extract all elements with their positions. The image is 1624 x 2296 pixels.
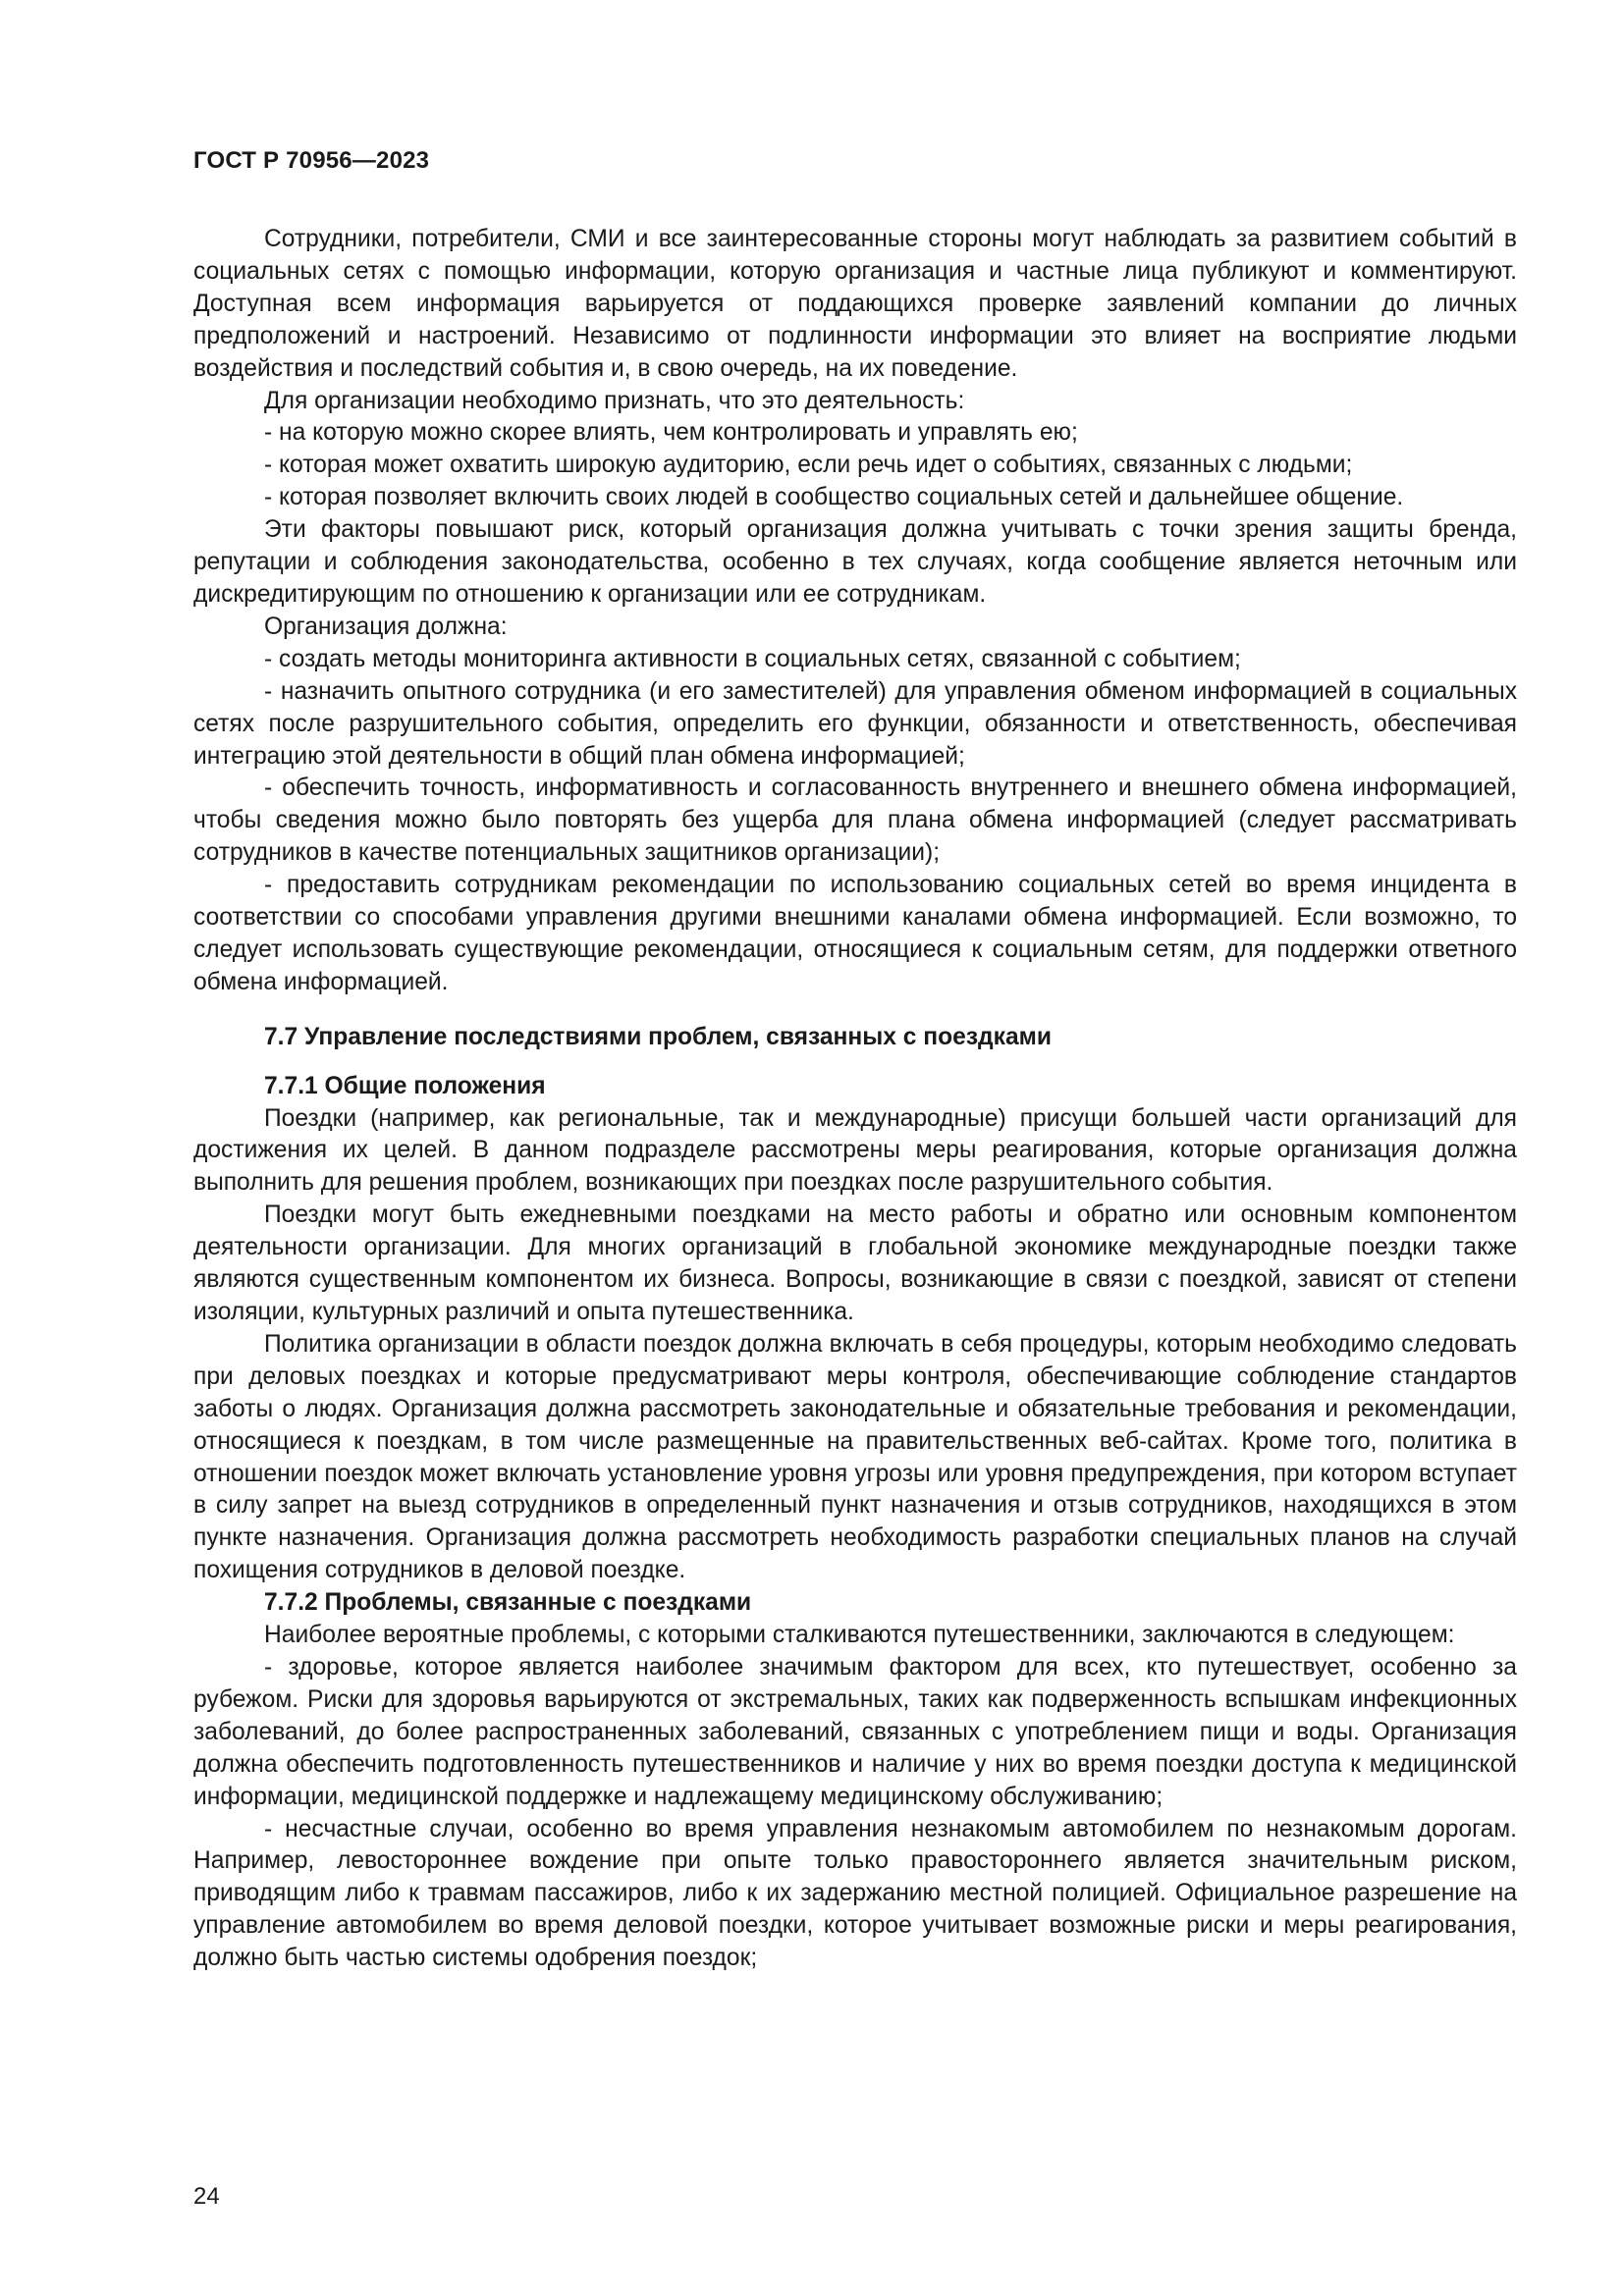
paragraph: Наиболее вероятные проблемы, с которыми сталкиваются путешественники, заключаются в следующем:	[264, 1622, 1455, 1649]
paragraph: Поездки (например, как региональные, так и международные) присущи большей части организаций для достижения их целей. В данном подразделе рассмотрены меры реагирования, которые организация должна выполнить для решения проблем, возникающих при поездках после разрушительного события.	[193, 1104, 1517, 1197]
paragraph: Политика организации в области поездок должна включать в себя процедуры, которым необходимо следовать при деловых поездках и которые предусматривают меры контроля, обеспечивающие соблюдение стандартов заботы о людях. Организация должна рассмотреть законодательные и обязательные требования и рекомендации, относящиеся к поездкам, в том числе размещенные на правительственных веб-сайтах. Кроме того, политика в отношении поездок может включать установление уровня угрозы или уровня предупреждения, при котором вступает в силу запрет на выезд сотрудников в определенный пункт назначения и отзыв сотрудников, находящихся в этом пункте назначения. Организация должна рассмотреть необходимость разработки специальных планов на случай похищения сотрудников в деловой поездке.	[193, 1330, 1517, 1584]
section-heading-7-7: 7.7 Управление последствиями проблем, связанных с поездками	[264, 1023, 1052, 1050]
subsection-heading-7-7-2: 7.7.2 Проблемы, связанные с поездками	[264, 1589, 752, 1617]
paragraph: Для организации необходимо признать, что это деятельность:	[264, 387, 965, 414]
list-item: - на которую можно скорее влиять, чем контролировать и управлять ею;	[264, 419, 1078, 447]
paragraph: Поездки могут быть ежедневными поездками на место работы и обратно или основным компонентом деятельности организации. Для многих организаций в глобальной экономике международные поездки также являются существенным компонентом их бизнеса. Вопросы, возникающие в связи с поездкой, зависят от степени изоляции, культурных различий и опыта путешественника.	[193, 1201, 1517, 1325]
list-item: - назначить опытного сотрудника (и его заместителей) для управления обменом информацией в социальных сетях после разрушительного события, определить его функции, обязанности и ответственность, обеспечивая интеграцию этой деятельности в общий план обмена информацией;	[193, 677, 1517, 770]
list-item: - несчастные случаи, особенно во время управления незнакомым автомобилем по незнакомым дорогам. Например, левостороннее вождение при опыте только правостороннего является значительным риском, приводящим либо к травмам пассажиров, либо к их задержанию местной полицией. Официальное разрешение на управление автомобилем во время деловой поездки, которое учитывает возможные риски и меры реагирования, должно быть частью системы одобрения поездок;	[193, 1815, 1517, 1972]
subsection-heading-7-7-1: 7.7.1 Общие положения	[264, 1072, 546, 1099]
list-item: - создать методы мониторинга активности в социальных сетях, связанной с событием;	[264, 645, 1241, 672]
paragraph: Эти факторы повышают риск, который организация должна учитывать с точки зрения защиты бренда, репутации и соблюдения законодательства, особенно в тех случаях, когда сообщение является неточным или дискредитирующим по отношению к организации или ее сотрудникам.	[193, 516, 1517, 608]
list-item: - обеспечить точность, информативность и согласованность внутреннего и внешнего обмена информацией, чтобы сведения можно было повторять без ущерба для плана обмена информацией (следует рассматривать сотрудников в качестве потенциальных защитников организации);	[193, 774, 1517, 867]
document-code-header: ГОСТ Р 70956—2023	[193, 147, 430, 174]
page-body	[193, 224, 1517, 1975]
paragraph: Сотрудники, потребители, СМИ и все заинтересованные стороны могут наблюдать за развитием событий в социальных сетях с помощью информации, которую организация и частные лица публикуют и комментируют. Доступная всем информация варьируется от поддающихся проверке заявлений компании до личных предположений и настроений. Независимо от подлинности информации это влияет на восприятие людьми воздействия и последствий события и, в свою очередь, на их поведение.	[193, 226, 1517, 382]
list-item: - которая может охватить широкую аудиторию, если речь идет о событиях, связанных с людьми;	[264, 452, 1353, 479]
paragraph: Организация должна:	[264, 613, 508, 640]
list-item: - предоставить сотрудникам рекомендации по использованию социальных сетей во время инцидента в соответствии со способами управления другими внешними каналами обмена информацией. Если возможно, то следует использовать существующие рекомендации, относящиеся к социальным сетям, для поддержки ответного обмена информацией.	[193, 872, 1517, 995]
page-number: 24	[193, 2183, 220, 2210]
list-item: - которая позволяет включить своих людей в сообщество социальных сетей и дальнейшее общение.	[264, 484, 1404, 511]
list-item: - здоровье, которое является наиболее значимым фактором для всех, кто путешествует, особенно за рубежом. Риски для здоровья варьируются от экстремальных, таких как подверженность вспышкам инфекционных заболеваний, до более распространенных заболеваний, связанных с употреблением пищи и воды. Организация должна обеспечить подготовленность путешественников и наличие у них во время поездки доступа к медицинской информации, медицинской поддержке и надлежащему медицинскому обслуживанию;	[193, 1653, 1517, 1810]
